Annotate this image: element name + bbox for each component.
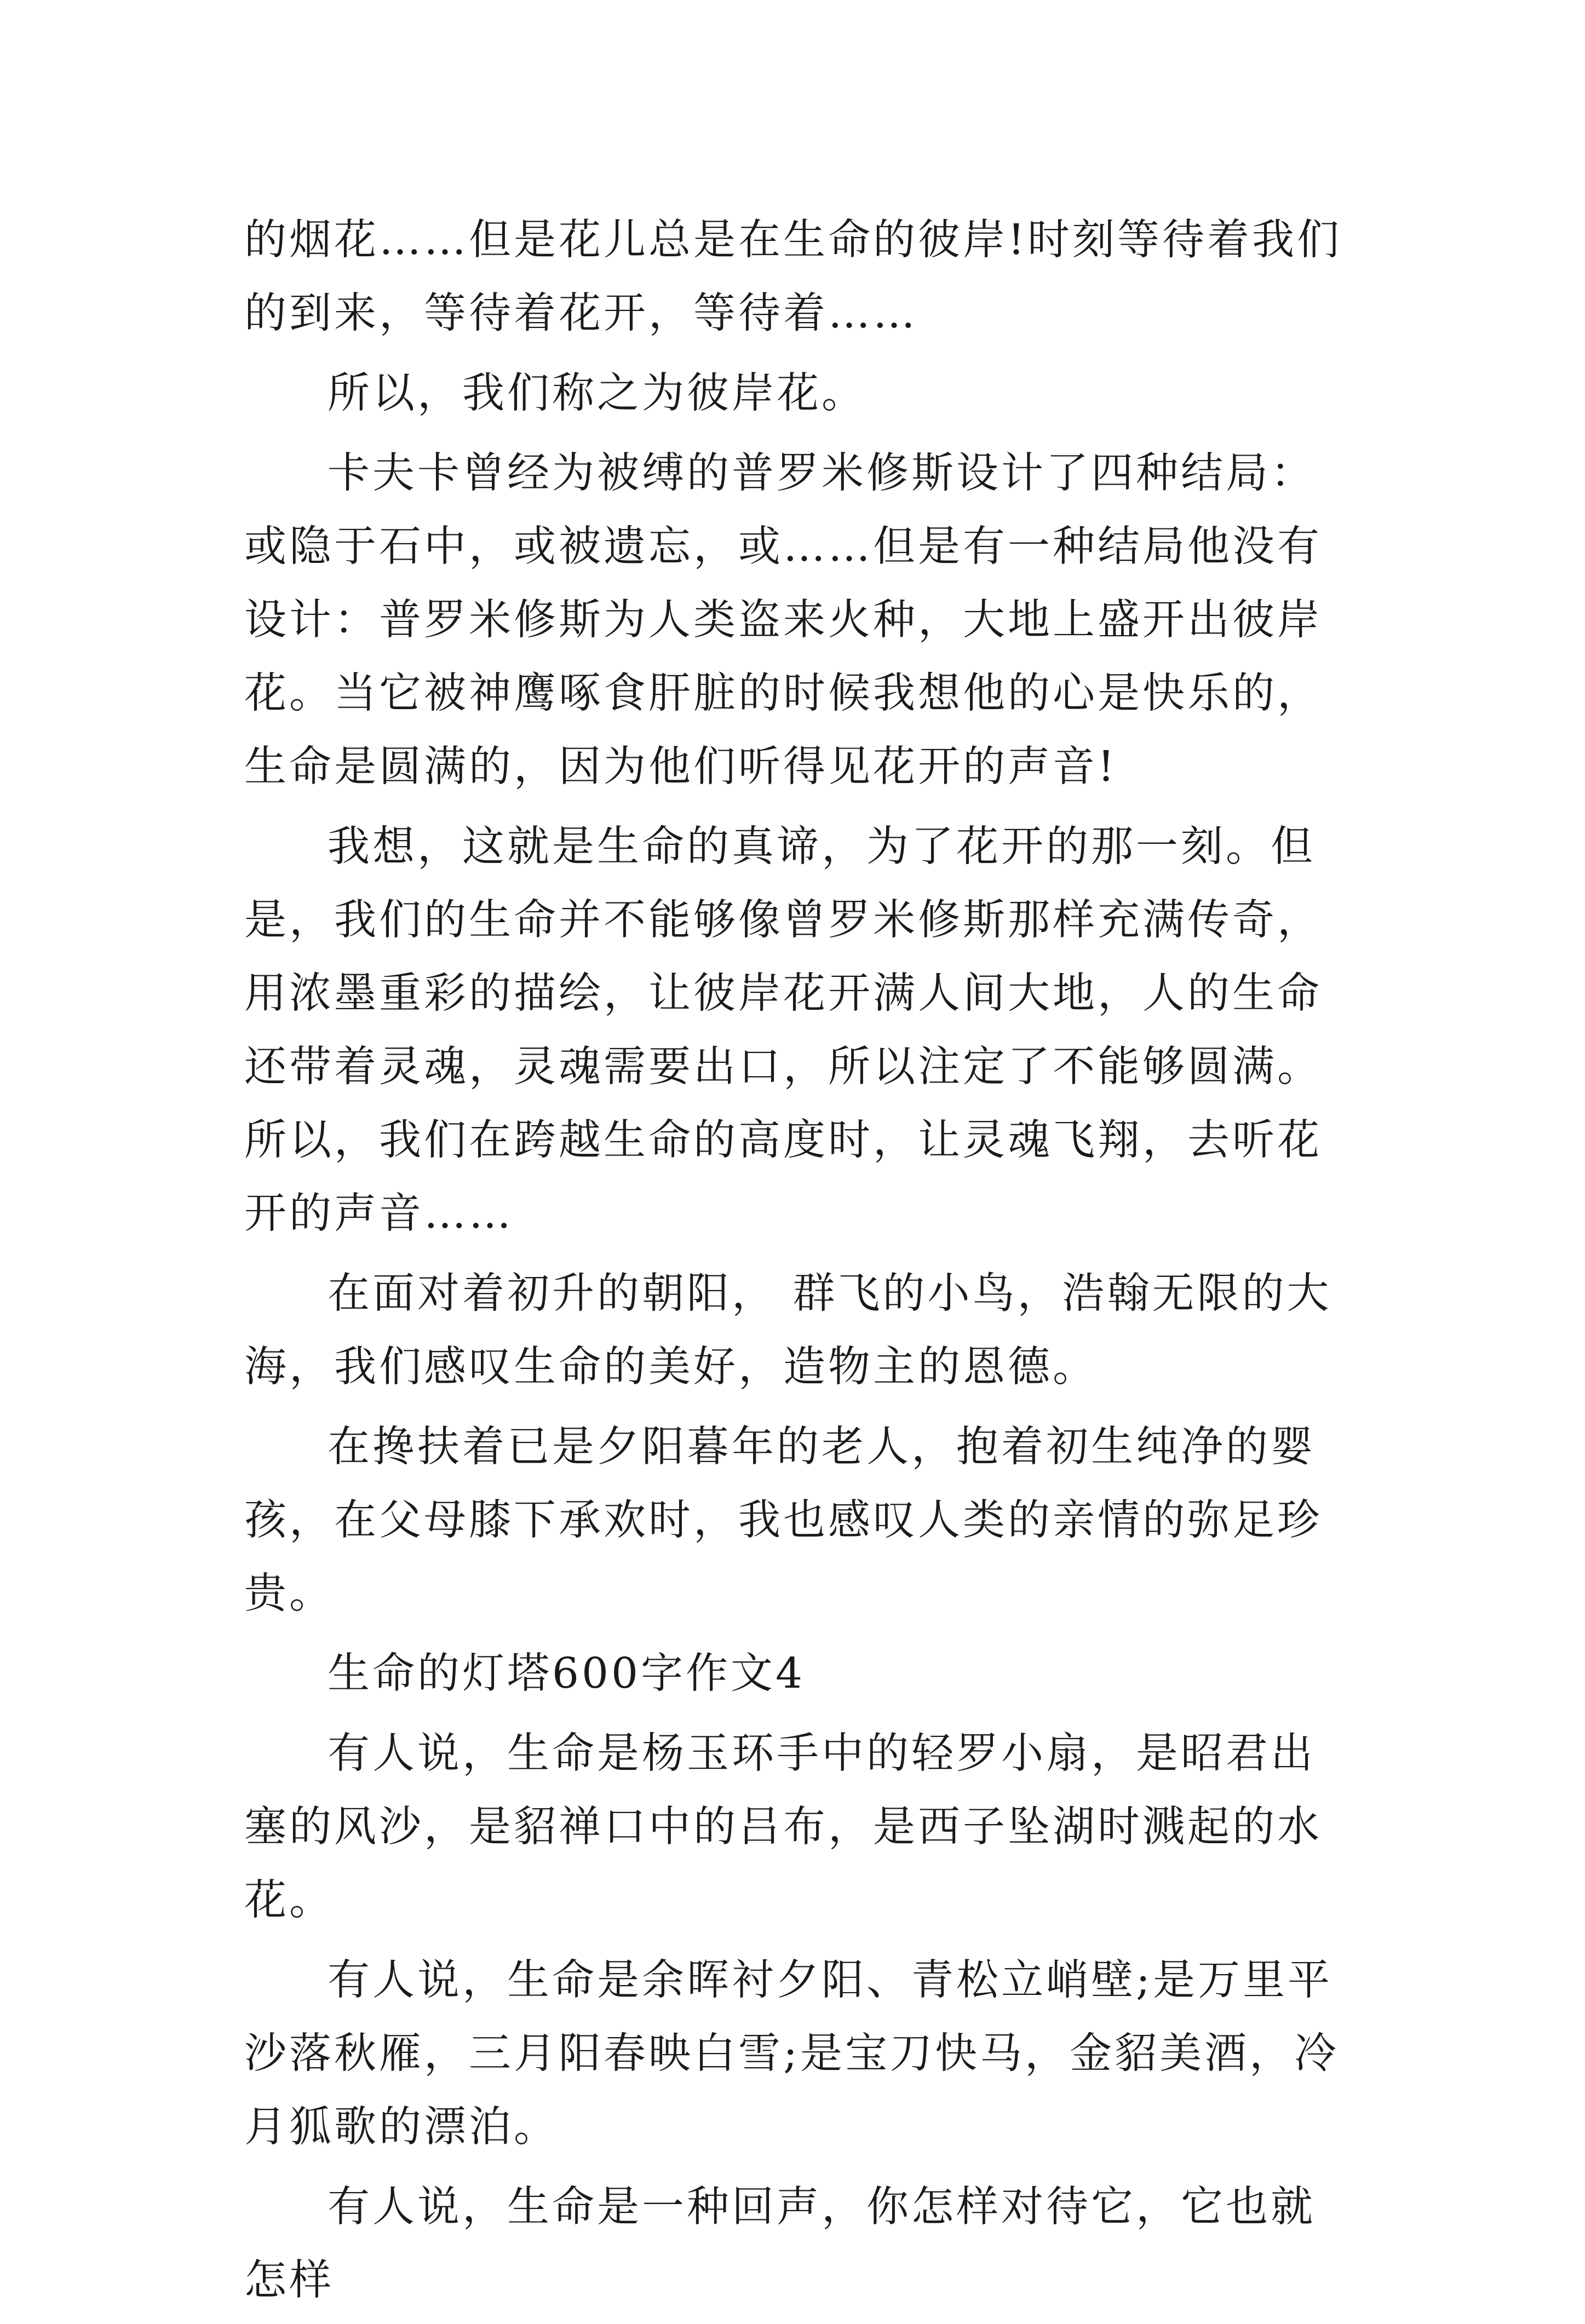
paragraph-6: 在搀扶着已是夕阳暮年的老人，抱着初生纯净的婴孩，在父母膝下承欢时，我也感叹人类的亲情的弥足珍贵。 bbox=[244, 1423, 1322, 1618]
paragraph-3: 卡夫卡曾经为被缚的普罗米修斯设计了四种结局：或隐于石中，或被遗忘，或……但是有一种结局他没有设计：普罗米修斯为人类盗来火种，大地上盛开出彼岸花。当它被神鹰啄食肝脏的时候我想他的心是快乐的，生命是圆满的，因为他们听得见花开的声音! bbox=[244, 449, 1322, 791]
paragraph-8: 有人说，生命是余晖衬夕阳、青松立峭壁;是万里平沙落秋雁，三月阳春映白雪;是宝刀快马，金貂美酒，冷月狐歌的漂泊。 bbox=[244, 1956, 1339, 2152]
section-heading: 生命的灯塔600字作文4 bbox=[328, 1649, 805, 1698]
paragraph-7: 有人说，生命是杨玉环手中的轻罗小扇，是昭君出塞的风沙，是貂禅口中的吕布，是西子坠湖时溅起的水花。 bbox=[244, 1729, 1322, 1925]
document-body bbox=[244, 204, 1345, 2324]
paragraph-9: 有人说，生命是一种回声，你怎样对待它，它也就怎样 bbox=[244, 2183, 1316, 2305]
paragraph-4: 我想，这就是生命的真谛，为了花开的那一刻。但是，我们的生命并不能够像曾罗米修斯那样充满传奇，用浓墨重彩的描绘，让彼岸花开满人间大地，人的生命还带着灵魂，灵魂需要出口，所以注定了不能够圆满。所以，我们在跨越生命的高度时，让灵魂飞翔，去听花开的声音…… bbox=[244, 822, 1322, 1238]
paragraph-5: 在面对着初升的朝阳， 群飞的小鸟，浩翰无限的大海，我们感叹生命的美好，造物主的恩德。 bbox=[244, 1269, 1332, 1391]
paragraph-1: 的烟花……但是花儿总是在生命的彼岸!时刻等待着我们的到来，等待着花开，等待着…… bbox=[244, 216, 1342, 338]
paragraph-2: 所以，我们称之为彼岸花。 bbox=[328, 369, 866, 418]
